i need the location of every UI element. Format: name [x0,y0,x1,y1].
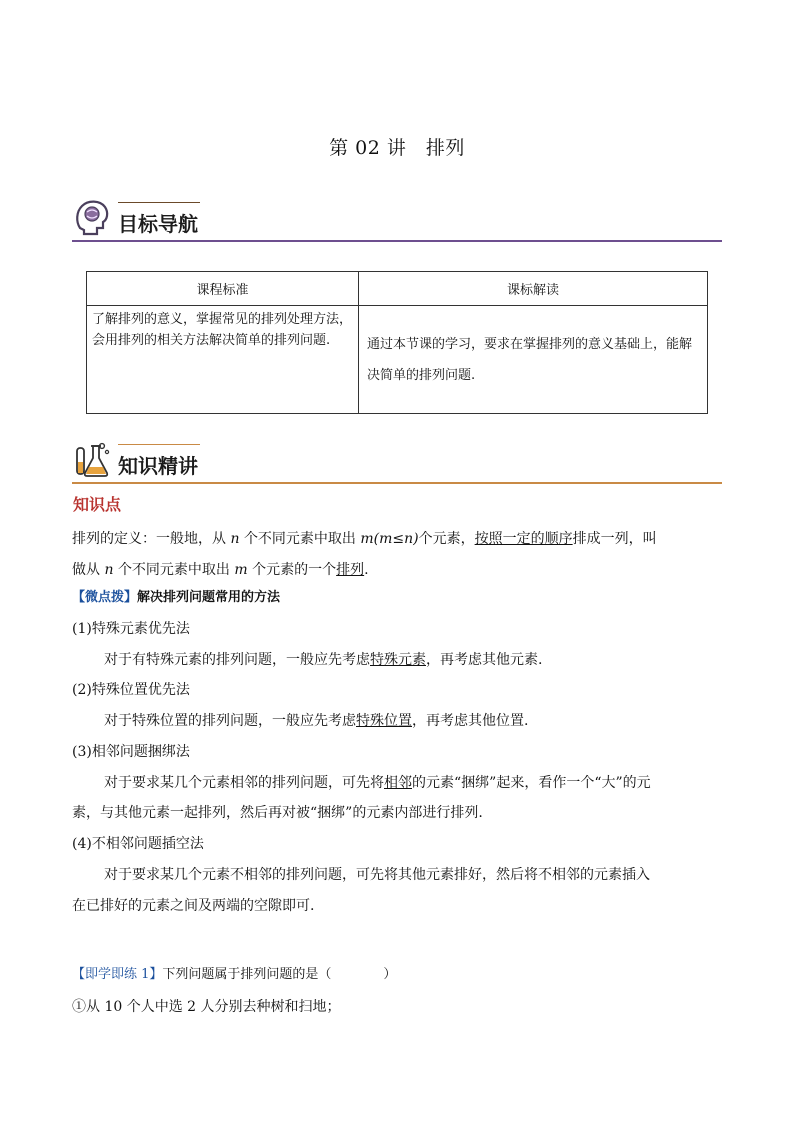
method-body-continued: 素，与其他元素一起排列，然后再对被“捆绑”的元素内部进行排列. [72,805,483,821]
method-body: 对于要求某几个元素不相邻的排列问题，可先将其他元素排好，然后将不相邻的元素插入 [104,867,650,883]
table-row [87,306,708,414]
head-brain-icon [72,198,112,238]
underlined-term: 排列 [336,562,365,578]
var-n: n [104,562,114,578]
standards-table [86,271,708,414]
section-title: 知识精讲 [118,454,198,478]
tip-tag: 【微点拨】 [72,590,138,605]
var-n: n [230,531,240,547]
text: 的元素“捆绑”起来，看作一个“大”的元 [412,775,651,791]
underlined-term: 相邻 [384,775,412,791]
section-top-line [118,444,200,445]
page-title: 第 02 讲 排列 [329,137,465,159]
method-title: (2)特殊位置优先法 [72,682,190,698]
text: 个不同元素中取出 [117,562,230,578]
table-header-standard: 课程标准 [87,272,359,306]
tip-line [72,588,722,608]
method-title: (4)不相邻问题插空法 [72,836,204,852]
text: 个不同元素中取出 [243,531,356,547]
text: 个元素， [418,531,475,547]
text: 个元素的一个 [252,562,337,578]
text: ，再考虑其他位置. [412,713,529,729]
text: . [364,562,369,578]
method-body [104,650,724,670]
method-body [104,711,724,731]
tip-text: 解决排列问题常用的方法 [137,590,281,605]
table-header-row [87,272,708,306]
section-divider [72,482,722,484]
method-body [104,773,724,793]
section-header-knowledge [72,440,722,484]
method-title: (3)相邻问题捆绑法 [72,744,190,760]
table-cell-standard: 了解排列的意义，掌握常见的排列处理方法，会用排列的相关方法解决简单的排列问题. [87,306,359,414]
exercise-option: ①从 10 个人中选 2 人分别去种树和扫地； [72,999,341,1015]
text: 对于要求某几个元素相邻的排列问题，可先将 [104,775,384,791]
lab-flask-icon [72,440,112,480]
definition-line-1 [72,529,722,549]
text: 排成一列，叫 [572,531,657,547]
method-body-continued: 在已排好的元素之间及两端的空隙即可. [72,898,315,914]
table-cell-interpretation: 通过本节课的学习，要求在掌握排列的意义基础上，能解决简单的排列问题. [359,306,708,414]
section-divider [72,240,722,242]
text: 对于特殊位置的排列问题，一般应先考虑 [104,713,356,729]
underlined-term: 特殊位置 [356,713,412,729]
table-header-interpretation: 课标解读 [359,272,708,306]
underlined-term: 按照一定的顺序 [474,531,573,547]
text: ，再考虑其他元素. [426,652,543,668]
var-m-expression: m(m≤n) [360,531,419,547]
exercise-question [72,965,722,985]
section-title: 目标导航 [118,212,198,236]
var-m: m [234,562,248,578]
exercise-tag: 【即学即练 1】 [72,967,163,982]
underlined-term: 特殊元素 [370,652,426,668]
exercise-text: 下列问题属于排列问题的是（ ） [162,967,397,982]
section-top-line [118,202,200,203]
section-header-target-nav [72,198,722,242]
definition-line-2 [72,560,722,580]
text: 对于有特殊元素的排列问题，一般应先考虑 [104,652,370,668]
text: 排列的定义：一般地，从 [72,531,226,547]
text: 做从 [72,562,100,578]
method-title: (1)特殊元素优先法 [72,621,190,637]
knowledge-point-heading: 知识点 [73,495,122,514]
